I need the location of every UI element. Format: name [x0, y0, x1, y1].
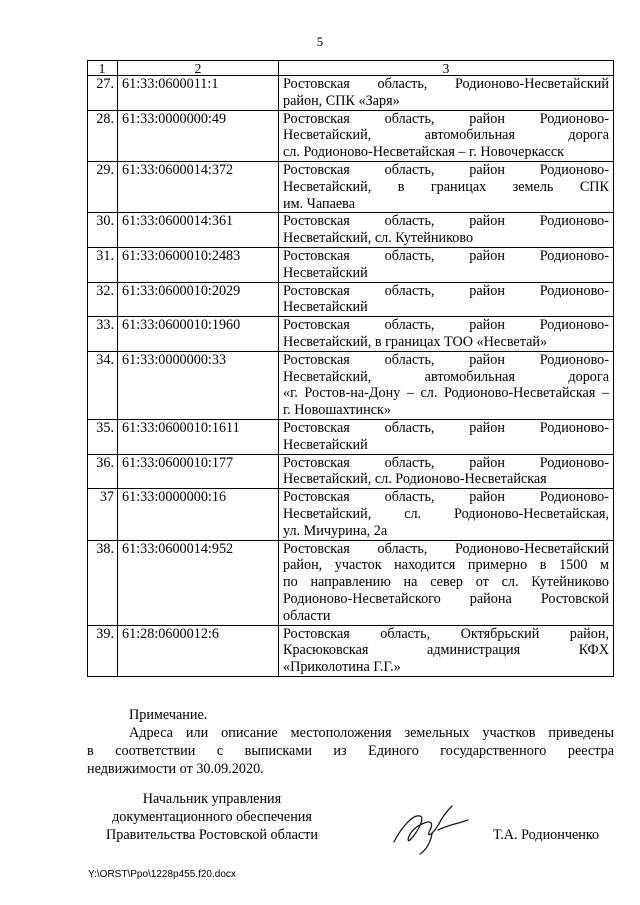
note-line: в соответствии с выписками из Единого государственного реестра — [87, 743, 614, 759]
location-line: Ростовская область, район Родионово- — [283, 110, 609, 127]
row-number: 36. — [88, 454, 118, 489]
location-description — [279, 489, 614, 540]
note-title: Примечание. — [129, 707, 208, 723]
location-line: Ростовская область, район Родионово- — [283, 282, 609, 299]
table-row — [88, 454, 614, 489]
location-line: Несветайский, сл. Кутейниково — [283, 230, 474, 247]
position-line: документационного обеспечения — [112, 809, 312, 825]
location-line: Ростовская область, район Родионово- — [283, 247, 609, 264]
row-number: 38. — [88, 540, 118, 625]
row-number: 35. — [88, 419, 118, 454]
header-col-3: 3 — [279, 61, 614, 76]
cadastral-number: 61:33:0600011:1 — [118, 76, 279, 111]
cadastral-number: 61:33:0600010:177 — [118, 454, 279, 489]
location-line: Несветайский — [283, 299, 368, 316]
location-description — [279, 454, 614, 489]
land-plots-table — [87, 60, 614, 677]
signatory-name: Т.А. Родионченко — [493, 827, 600, 843]
table-row — [88, 161, 614, 212]
table-row — [88, 625, 614, 676]
location-line: Несветайский, в границах ТОО «Несветай» — [283, 333, 548, 350]
location-line: район, участок находится примерно в 1500 м — [283, 557, 609, 574]
table-header-row — [88, 61, 614, 76]
location-line: Ростовская область, Родионово-Несветайский — [283, 76, 609, 92]
page-number: 5 — [316, 34, 324, 49]
location-line: сл. Родионово-Несветайская – г. Новочеркасск — [283, 144, 565, 161]
location-line: области — [283, 607, 331, 624]
table-row — [88, 540, 614, 625]
location-line: Ростовская область, район Родионово- — [283, 419, 609, 436]
table-row — [88, 213, 614, 248]
table-row — [88, 282, 614, 317]
location-line: г. Новошахтинск» — [283, 402, 391, 419]
location-description — [279, 161, 614, 212]
location-line: Несветайский, в границах земель СПК — [283, 178, 609, 195]
location-description — [279, 76, 614, 111]
location-line: Красюковская администрация КФХ — [283, 642, 609, 659]
location-line: Несветайский, сл. Родионово-Несветайская, — [283, 505, 609, 522]
cadastral-number: 61:33:0600010:2029 — [118, 282, 279, 317]
row-number: 28. — [88, 110, 118, 161]
location-description — [279, 247, 614, 282]
cadastral-number: 61:33:0000000:16 — [118, 489, 279, 540]
location-line: Несветайский, сл. Родионово-Несветайская — [283, 471, 547, 488]
location-description — [279, 540, 614, 625]
cadastral-number: 61:33:0000000:33 — [118, 351, 279, 419]
location-line: «г. Ростов-на-Дону – сл. Родионово-Несветайская – — [283, 385, 609, 402]
row-number: 31. — [88, 247, 118, 282]
location-description — [279, 419, 614, 454]
table-row — [88, 419, 614, 454]
location-description — [279, 317, 614, 352]
location-line: Несветайский, автомобильная дорога — [283, 127, 609, 144]
location-line: Ростовская область, район Родионово- — [283, 454, 609, 471]
location-line: Ростовская область, Октябрьский район, — [283, 625, 609, 642]
location-description — [279, 282, 614, 317]
location-description — [279, 351, 614, 419]
table-row — [88, 76, 614, 111]
cadastral-number: 61:33:0000000:49 — [118, 110, 279, 161]
file-path: Y:\ORST\Ppo\1228p455.f20.docx — [88, 869, 236, 880]
cadastral-number: 61:33:0600010:1611 — [118, 419, 279, 454]
header-col-1: 1 — [88, 61, 118, 76]
location-line: ул. Мичурина, 2а — [283, 522, 388, 539]
cadastral-number: 61:33:0600010:2483 — [118, 247, 279, 282]
handwritten-signature — [386, 800, 476, 860]
signatory-position — [92, 790, 332, 844]
row-number: 29. — [88, 161, 118, 212]
location-description — [279, 625, 614, 676]
table-row — [88, 317, 614, 352]
location-line: Несветайский — [283, 436, 368, 453]
position-line: Правительства Ростовской области — [106, 827, 318, 843]
location-line: по направлению на север от сл. Кутейниково — [283, 574, 609, 591]
location-line: «Приколотина Г.Г.» — [283, 659, 401, 676]
note-line: Адреса или описание местоположения земельных участков приведены — [129, 725, 614, 741]
cadastral-number: 61:28:0600012:6 — [118, 625, 279, 676]
row-number: 30. — [88, 213, 118, 248]
table-row — [88, 110, 614, 161]
cadastral-number: 61:33:0600014:372 — [118, 161, 279, 212]
note-line: недвижимости от 30.09.2020. — [87, 761, 264, 777]
header-col-2: 2 — [118, 61, 279, 76]
row-number: 34. — [88, 351, 118, 419]
location-line: Несветайский, автомобильная дорога — [283, 368, 609, 385]
location-line: Ростовская область, район Родионово- — [283, 489, 609, 506]
table-row — [88, 351, 614, 419]
cadastral-number: 61:33:0600014:361 — [118, 213, 279, 248]
cadastral-number: 61:33:0600010:1960 — [118, 317, 279, 352]
position-line: Начальник управления — [142, 791, 282, 807]
cadastral-number: 61:33:0600014:952 — [118, 540, 279, 625]
location-line: Ростовская область, район Родионово- — [283, 351, 609, 368]
row-number: 39. — [88, 625, 118, 676]
location-line: Ростовская область, район Родионово- — [283, 213, 609, 230]
location-line: район, СПК «Заря» — [283, 92, 400, 109]
location-line: Несветайский — [283, 264, 368, 281]
note-body — [87, 724, 614, 778]
location-line: Ростовская область, Родионово-Несветайский — [283, 540, 609, 557]
row-number: 37 — [88, 489, 118, 540]
table-row — [88, 247, 614, 282]
location-description — [279, 110, 614, 161]
location-line: им. Чапаева — [283, 195, 355, 212]
location-description — [279, 213, 614, 248]
row-number: 33. — [88, 317, 118, 352]
table-row — [88, 489, 614, 540]
row-number: 32. — [88, 282, 118, 317]
location-line: Ростовская область, район Родионово- — [283, 161, 609, 178]
row-number: 27. — [88, 76, 118, 111]
location-line: Ростовская область, район Родионово- — [283, 317, 609, 334]
location-line: Родионово-Несветайского района Ростовской — [283, 590, 609, 607]
